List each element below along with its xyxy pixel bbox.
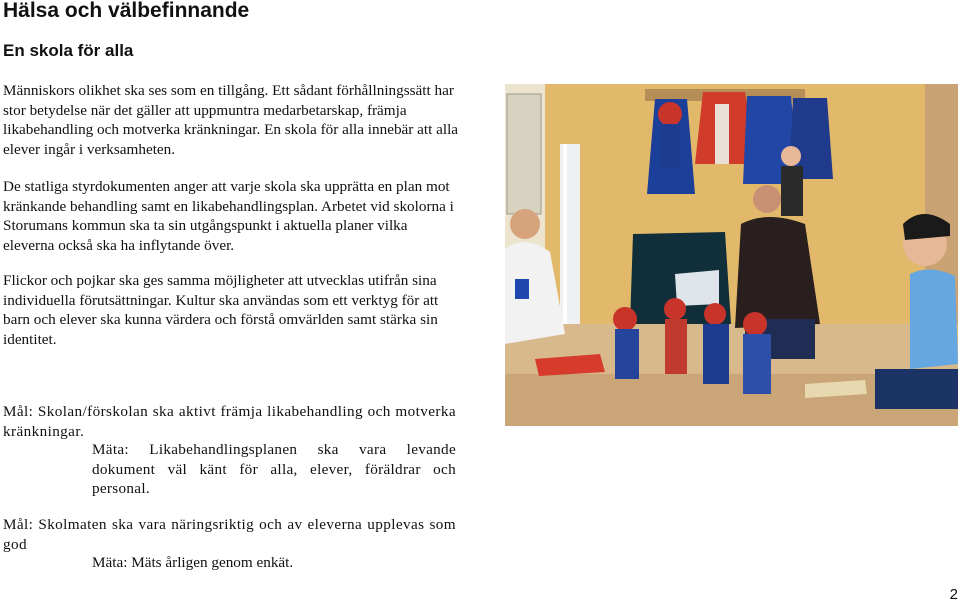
measure-equal-treatment: Mäta: Likabehandlingsplanen ska vara levande dokument väl känt för alla, elever, föräldrar och personal. [92,441,456,497]
measure-school-food: Mäta: Mäts årligen genom enkät. [92,554,294,571]
goal-school-food: Mål: Skolmaten ska vara näringsriktig och av eleverna upplevas som god [3,516,456,553]
classroom-photo [505,84,958,426]
page-heading: Hälsa och välbefinnande [3,0,250,22]
section-heading: En skola för alla [3,41,134,60]
paragraph-diversity: Människors olikhet ska ses som en tillgång. Ett sådant förhållningssätt har stor betydelse när det gäller att uppmuntra medarbetarskap, främja likabehandling och motverka kränkningar. En skola för alla innebär att alla elever ingår i verksamheten. [3,82,459,158]
page-number: 2 [949,586,958,603]
paragraph-equal-opportunities: Flickor och pojkar ska ges samma möjligheter att utvecklas utifrån sina individuella förutsättningar. Kultur ska användas som ett verktyg för att barn och elever ska kunna värdera och förstå omvärlden samt stärka sin identitet. [3,272,439,348]
goal-equal-treatment: Mål: Skolan/förskolan ska aktivt främja likabehandling och motverka kränkningar. [3,403,456,440]
paragraph-steering-documents: De statliga styrdokumenten anger att varje skola ska upprätta en plan mot kränkande behandling samt en likabehandlingsplan. Arbetet vid skolorna i Storumans kommun ska ta sin utgångspunkt i aktuella planer vilka eleverna också ska ha inflytande över. [3,178,454,254]
